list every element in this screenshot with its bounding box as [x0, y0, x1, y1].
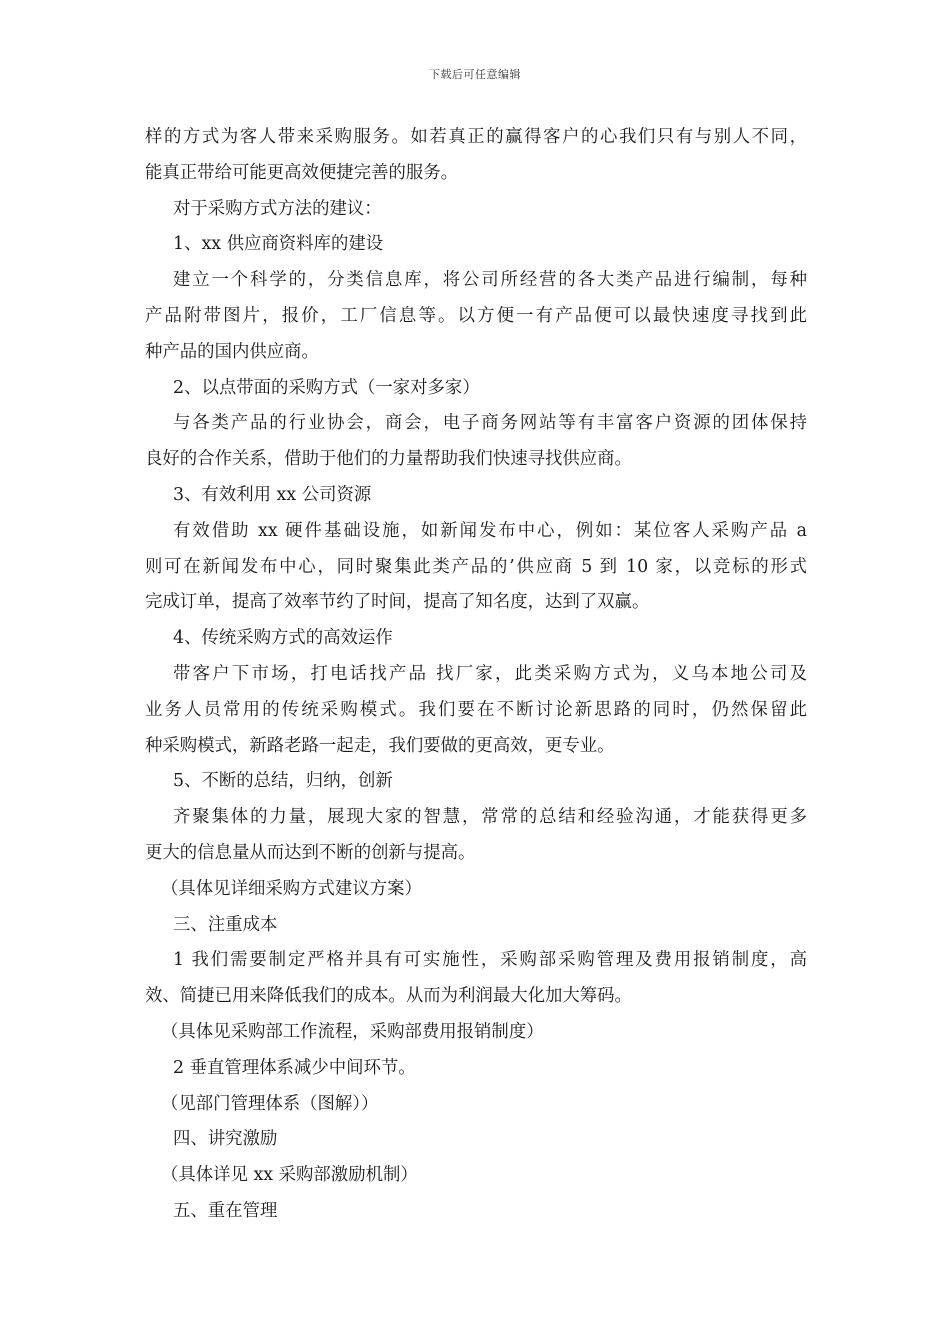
text-line: 与各类产品的行业协会，商会，电子商务网站等有丰富客户资源的团体保持	[173, 413, 807, 434]
text-line: 对于采购方式方法的建议：	[173, 198, 382, 219]
text-line: 产品附带图片，报价，工厂信息等。以方便一有产品便可以最快速度寻找到此	[145, 305, 807, 326]
text-line: （具体见详细采购方式建议方案）	[161, 878, 422, 899]
text-line: 良好的合作关系，借助于他们的力量帮助我们快速寻找供应商。	[145, 449, 632, 470]
text-line: （具体见采购部工作流程，采购部费用报销制度）	[161, 1021, 544, 1042]
text-line: （具体详见 xx 采购部激励机制）	[161, 1165, 418, 1186]
text-line: 完成订单，提高了效率节约了时间，提高了知名度，达到了双赢。	[145, 592, 650, 613]
text-line: （见部门管理体系（图解））	[161, 1093, 379, 1114]
text-line: 则可在新闻发布中心，同时聚集此类产品的’供应商 5 到 10 家，以竞标的形式	[145, 556, 807, 577]
text-line: 3、有效利用 xx 公司资源	[173, 484, 372, 505]
document-body	[145, 120, 807, 1230]
text-line: 2 垂直管理体系减少中间环节。	[173, 1057, 416, 1078]
text-line: 种产品的国内供应商。	[145, 341, 319, 362]
text-line: 有效借助 xx 硬件基础设施，如新闻发布中心，例如：某位客人采购产品 a	[173, 520, 807, 541]
text-line: 效、简捷已用来降低我们的成本。从而为利润最大化加大筹码。	[145, 986, 632, 1007]
text-line: 2、以点带面的采购方式（一家对多家）	[173, 377, 480, 398]
text-line: 能真正带给可能更高效便捷完善的服务。	[145, 162, 459, 183]
text-line: 三、注重成本	[173, 914, 278, 935]
text-line: 四、讲究激励	[173, 1129, 278, 1150]
text-line: 1、xx 供应商资料库的建设	[173, 234, 384, 255]
text-line: 带客户下市场，打电话找产品 找厂家，此类采购方式为，义乌本地公司及	[173, 663, 807, 684]
page-header: 下载后可任意编辑	[429, 68, 521, 81]
text-line: 齐聚集体的力量，展现大家的智慧，常常的总结和经验沟通，才能获得更多	[173, 807, 807, 828]
text-line: 样的方式为客人带来采购服务。如若真正的赢得客户的心我们只有与别人不同，	[145, 127, 807, 147]
text-line: 种采购模式，新路老路一起走，我们要做的更高效，更专业。	[145, 735, 615, 756]
text-line: 1 我们需要制定严格并具有可实施性，采购部采购管理及费用报销制度，高	[173, 950, 807, 971]
text-line: 建立一个科学的，分类信息库，将公司所经营的各大类产品进行编制，每种	[173, 270, 807, 291]
text-line: 业务人员常用的传统采购模式。我们要在不断讨论新思路的同时，仍然保留此	[145, 699, 807, 720]
text-line: 4、传统采购方式的高效运作	[173, 628, 393, 649]
text-line: 五、重在管理	[173, 1200, 278, 1221]
text-line: 5、不断的总结，归纳，创新	[173, 771, 393, 792]
text-line: 更大的信息量从而达到不断的创新与提高。	[145, 842, 476, 863]
